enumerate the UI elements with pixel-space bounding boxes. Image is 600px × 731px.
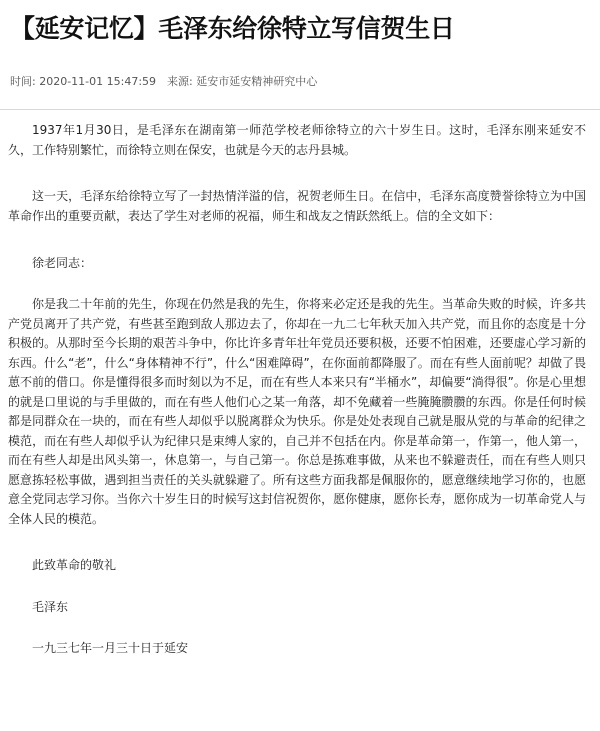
body-paragraph: 1937年1月30日，是毛泽东在湖南第一师范学校老师徐特立的六十岁生日。这时，毛泽东刚来延安不久，工作特别繁忙，而徐特立则在保安，也就是今天的志丹县城。: [8, 123, 586, 157]
article-title: 【延安记忆】毛泽东给徐特立写信贺生日: [10, 14, 455, 43]
letter-closing: 此致革命的敬礼: [32, 558, 117, 573]
letter-date: 一九三七年一月三十日于延安: [32, 641, 189, 656]
source-label: 来源:: [167, 75, 193, 88]
header-divider: [0, 109, 600, 110]
time-value: 2020-11-01 15:47:59: [39, 75, 157, 88]
time-label: 时间:: [10, 75, 36, 88]
letter-salutation: 徐老同志：: [32, 255, 93, 270]
letter-body: 你是我二十年前的先生，你现在仍然是我的先生，你将来必定还是我的先生。当革命失败的时候，许多共产党员离开了共产党，有些甚至跑到敌人那边去了，你却在一九二七年秋天加入共产党，而且你的态度是十分积极的。从那时至今长期的艰苦斗争中，你比许多青年壮年党员还要积极，还要不怕困难，还要虚心学习新的东西。什么“老”，什么“身体精神不行”，什么“困难障碍”，在你面前都降服了。而在有些人面前呢？却做了畏葸不前的借口。你是懂得很多而时刻以为不足，而在有些人本来只有“半桶水”，却偏要“淌得很”。你是心里想的就是口里说的与手里做的，而在有些人他们心之某一角落，却不免藏着一些腌腌臜臜的东西。你是任何时候都是同群众在一块的，而在有些人却似乎以脱离群众为快乐。你是处处表现自己就是服从党的与革命的纪律之模范，而在有些人却似乎认为纪律只是束缚人家的，自己并不包括在内。你是革命第一，作第一，他人第一，而在有些人却是出风头第一，休息第一，与自己第一。你总是拣难事做，从来也不躲避责任，而在有些人则只愿意拣轻松事做，遇到担当责任的关头就躲避了。所有这些方面我都是佩服你的，愿意继续地学习你的，也愿意全党同志学习你。当你六十岁生日的时候写这封信祝贺你，愿你健康，愿你长寿，愿你成为一切革命党人与全体人民的模范。: [8, 297, 586, 526]
article-meta: [10, 74, 317, 90]
letter-signature: 毛泽东: [32, 599, 69, 614]
source-value: 延安市延安精神研究中心: [196, 75, 318, 88]
body-paragraph: 这一天，毛泽东给徐特立写了一封热情洋溢的信，祝贺老师生日。在信中，毛泽东高度赞誉徐特立为中国革命作出的重要贡献，表达了学生对老师的祝福，师生和战友之情跃然纸上。信的全文如下：: [8, 189, 586, 223]
article-body: [8, 121, 586, 681]
